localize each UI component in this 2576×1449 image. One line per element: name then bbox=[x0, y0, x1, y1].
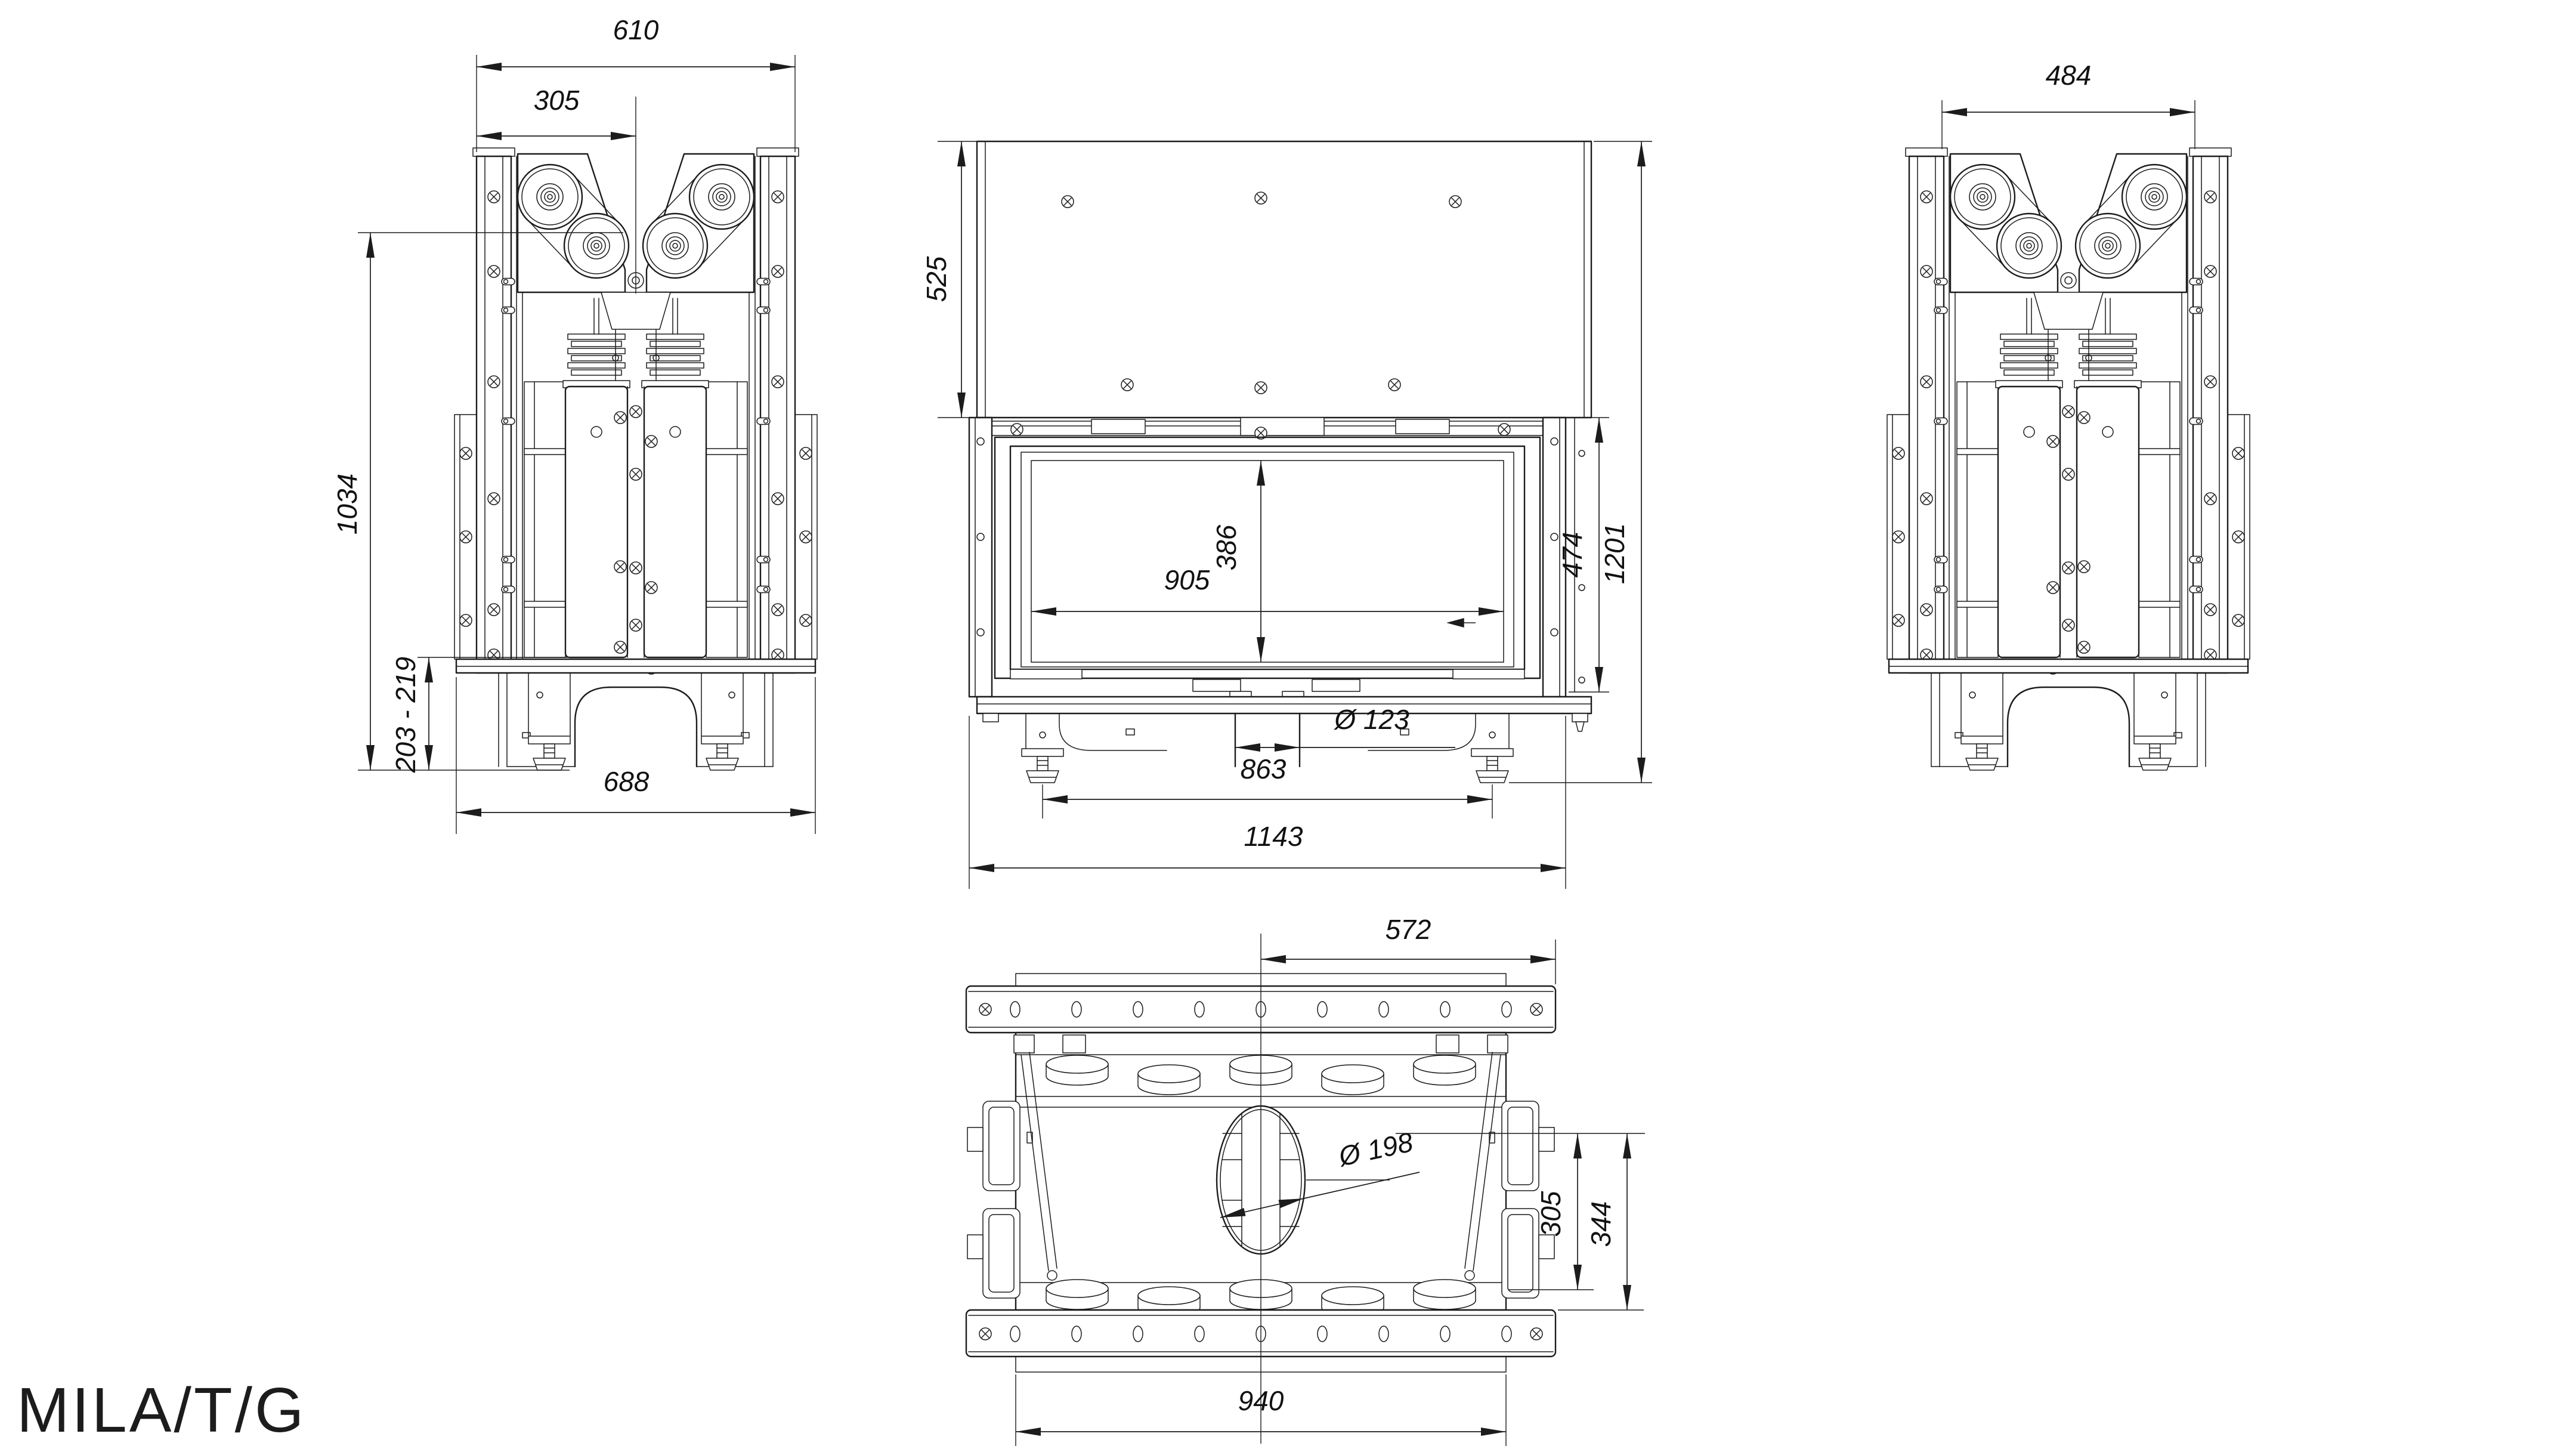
dim-label-o198: Ø 198 bbox=[1335, 1126, 1416, 1172]
dim-front-height-total bbox=[1509, 141, 1652, 783]
dim-side-left-feet-range bbox=[390, 657, 568, 773]
dim-label-1201: 1201 bbox=[1599, 523, 1630, 585]
dim-label-572: 572 bbox=[1385, 914, 1431, 945]
dim-label-o123: Ø 123 bbox=[1334, 704, 1409, 735]
dim-label-610: 610 bbox=[613, 14, 659, 45]
dim-label-1143: 1143 bbox=[1244, 821, 1303, 852]
dim-label-474: 474 bbox=[1557, 532, 1588, 578]
dim-label-203-219: 203 - 219 bbox=[390, 656, 421, 773]
dim-label-940: 940 bbox=[1238, 1385, 1284, 1416]
product-title: MILA/T/G bbox=[17, 1375, 307, 1445]
dim-label-863: 863 bbox=[1240, 753, 1287, 784]
dim-front-glass-width bbox=[1031, 564, 1504, 611]
dim-label-305: 305 bbox=[1535, 1191, 1566, 1237]
dim-side-right-width-inner bbox=[1942, 60, 2195, 149]
dim-label-386: 386 bbox=[1211, 524, 1242, 571]
left-side-view bbox=[332, 14, 817, 834]
dim-label-905: 905 bbox=[1164, 564, 1210, 595]
dim-top-depth-total bbox=[1558, 1133, 1644, 1310]
dim-label-344: 344 bbox=[1585, 1201, 1616, 1247]
dim-label-305: 305 bbox=[533, 85, 580, 116]
front-view bbox=[921, 141, 1652, 889]
dim-side-left-width-base bbox=[456, 677, 815, 834]
dim-front-height-upper bbox=[921, 141, 984, 418]
dim-front-glass-height bbox=[1211, 461, 1261, 662]
dim-label-484: 484 bbox=[2045, 60, 2092, 91]
top-view bbox=[966, 914, 1645, 1446]
dim-label-525: 525 bbox=[921, 256, 952, 302]
door-opening-arrow-icon bbox=[1448, 619, 1476, 627]
dim-label-688: 688 bbox=[603, 766, 650, 797]
dim-front-width-total bbox=[969, 716, 1566, 889]
right-side-view bbox=[1887, 60, 2250, 770]
dim-front-feet-span bbox=[1043, 753, 1492, 818]
dim-label-1034: 1034 bbox=[332, 473, 363, 535]
